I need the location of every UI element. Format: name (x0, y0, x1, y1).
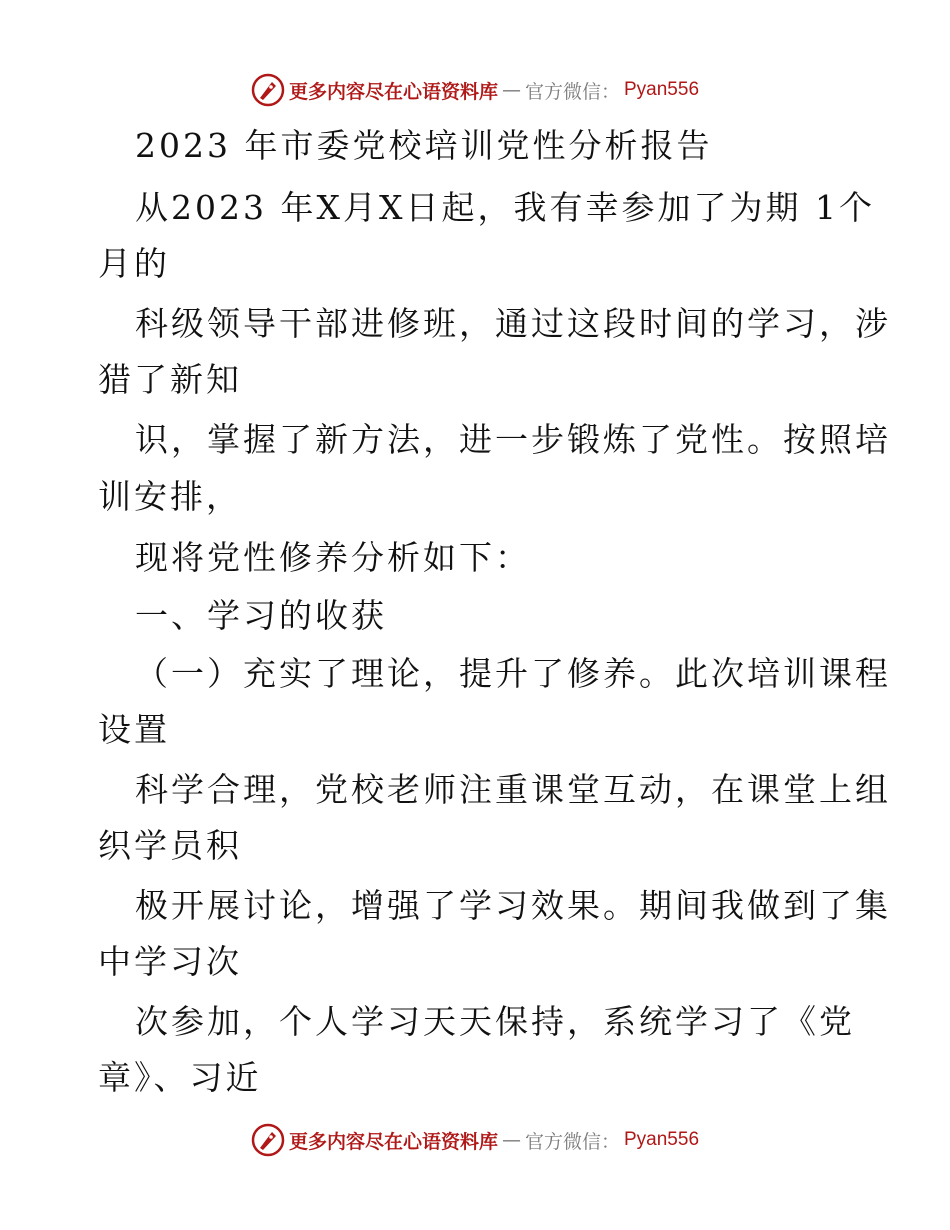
watermark-wechat-label: 官方微信： (524, 80, 620, 103)
paragraph-line: 猎了新知 (98, 360, 242, 399)
paragraph-line: 科学合理，党校老师注重课堂互动，在课堂上组 (135, 770, 891, 809)
section-heading: 一、学习的收获 (135, 596, 387, 635)
watermark-wechat-label: 官方微信： (524, 1130, 620, 1153)
watermark-site: 更多内容尽在心语资料库 (288, 80, 498, 103)
paragraph-line: 设置 (98, 710, 170, 749)
footer-watermark (0, 1120, 950, 1160)
paragraph-line: 科级领导干部进修班，通过这段时间的学习，涉 (135, 304, 891, 343)
paragraph-line: 月的 (98, 244, 170, 283)
watermark-banner (251, 73, 699, 107)
paragraph-line: 织学员积 (98, 826, 242, 865)
watermark-account: Pyan556 (624, 79, 700, 100)
watermark-site: 更多内容尽在心语资料库 (288, 1130, 498, 1153)
watermark-banner (251, 1123, 699, 1157)
paragraph-line: 训安排， (98, 477, 242, 516)
paragraph-line: 中学习次 (98, 942, 242, 981)
pen-nib-icon (251, 1123, 285, 1157)
document-title: 2023 年市委党校培训党性分析报告 (135, 126, 713, 165)
watermark-separator: — (501, 79, 521, 101)
header-watermark (0, 70, 950, 110)
subsection-heading: （一）充实了理论，提升了修养。此次培训课程 (135, 654, 891, 693)
watermark-separator: — (501, 1129, 521, 1151)
paragraph-line: 章》、习近 (98, 1058, 262, 1097)
paragraph-line: 次参加，个人学习天天保持，系统学习了《党 (135, 1002, 855, 1041)
paragraph-line: 现将党性修养分析如下： (135, 538, 531, 577)
pen-nib-icon (251, 73, 285, 107)
watermark-account: Pyan556 (624, 1129, 700, 1150)
paragraph-line: 从2023 年X月X日起，我有幸参加了为期 1个 (135, 188, 875, 227)
paragraph-line: 极开展讨论，增强了学习效果。期间我做到了集 (135, 886, 891, 925)
paragraph-line: 识，掌握了新方法，进一步锻炼了党性。按照培 (135, 420, 891, 459)
